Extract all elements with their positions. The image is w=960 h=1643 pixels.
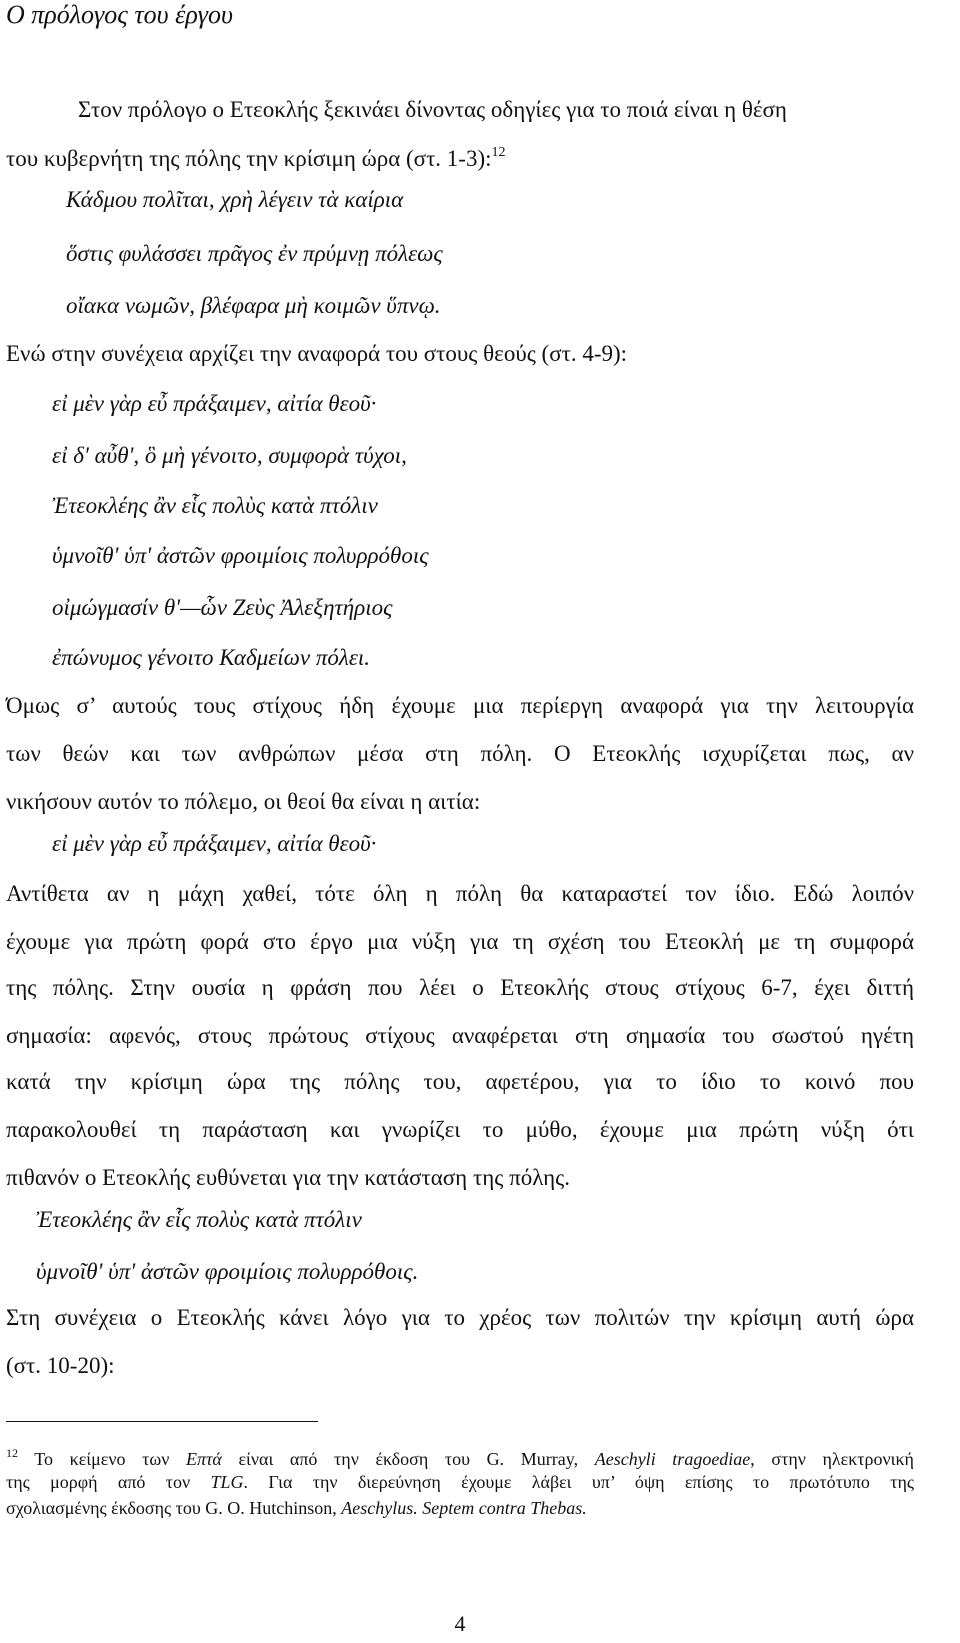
- paragraph-1-line-2: [6, 146, 506, 170]
- footnote-line-2: [6, 1473, 914, 1491]
- paragraph-3-line-3: νικήσουν αυτόν το πόλεμο, οι θεοί θα είναι η αιτία:: [6, 789, 481, 814]
- quote-2-line-4: ὑμνοῖθ' ὑπ' ἀστῶν φροιμίοις πολυρρόθοις: [52, 543, 429, 568]
- paragraph-5-line-1: Στη συνέχεια ο Ετεοκλής κάνει λόγο για το χρέος των πολιτών την κρίσιμη αυτή ώρα: [6, 1305, 914, 1330]
- paragraph-1-line-1: Στον πρόλογο ο Ετεοκλής ξεκινάει δίνοντας οδηγίες για το ποιά είναι η θέση: [78, 97, 787, 122]
- quote-4-line-1: Ἐτεοκλέης ἂν εἷς πολὺς κατὰ πτόλιν: [36, 1207, 362, 1232]
- paragraph-4-line-4: σημασία: αφενός, στους πρώτους στίχους αναφέρεται στη σημασία του σωστού ηγέτη: [6, 1023, 914, 1048]
- footnote-text: . Για την διερεύνηση έχουμε λάβει υπ’ όψη επίσης το πρωτότυπο της: [243, 1472, 914, 1492]
- footnote-text: της μορφή από τον: [6, 1472, 211, 1492]
- footnote-number: 12: [6, 1446, 18, 1460]
- paragraph-1-line-2-text: του κυβερνήτη της πόλης την κρίσιμη ώρα (στ. 1-3):: [6, 146, 492, 171]
- footnote-text: είναι από την έκδοση του G. Murray,: [221, 1449, 595, 1469]
- quote-2-line-1: εἰ μὲν γὰρ εὖ πράξαιμεν, αἰτία θεοῦ·: [52, 391, 377, 416]
- paragraph-4-line-1: Αντίθετα αν η μάχη χαθεί, τότε όλη η πόλη θα καταραστεί τον ίδιο. Εδώ λοιπόν: [6, 881, 914, 906]
- footnote-reference[interactable]: 12: [491, 145, 506, 160]
- paragraph-2: Ενώ στην συνέχεια αρχίζει την αναφορά του στους θεούς (στ. 4-9):: [6, 341, 628, 366]
- quote-2-line-3: Ἐτεοκλέης ἂν εἷς πολὺς κατὰ πτόλιν: [52, 493, 378, 518]
- quote-1-line-2: ὅστις φυλάσσει πρᾶγος ἐν πρύμνῃ πόλεως: [66, 241, 443, 266]
- paragraph-4-line-7: πιθανόν ο Ετεοκλής ευθύνεται για την κατάσταση της πόλης.: [6, 1165, 571, 1190]
- paragraph-3-line-2: των θεών και των ανθρώπων μέσα στη πόλη. Ο Ετεοκλής ισχυρίζεται πως, αν: [6, 741, 914, 766]
- paragraph-5-line-2: (στ. 10-20):: [6, 1353, 115, 1378]
- quote-2-line-6: ἐπώνυμος γένοιτο Καδμείων πόλει.: [52, 645, 371, 670]
- footnote-text: , στην ηλεκτρονική: [750, 1449, 914, 1469]
- footnote-title-tlg: TLG: [210, 1472, 244, 1492]
- paragraph-4-line-2: έχουμε για πρώτη φορά στο έργο μια νύξη για τη σχέση του Ετεοκλή με τη συμφορά: [6, 929, 914, 954]
- quote-4-line-2: ὑμνοῖθ' ὑπ' ἀστῶν φροιμίοις πολυρρόθοις.: [36, 1259, 419, 1284]
- footnote-title-epta: Επτά: [185, 1449, 222, 1469]
- footnote-line-3: [6, 1499, 587, 1517]
- footnote-title-septem: Aeschylus. Septem contra Thebas.: [341, 1498, 587, 1518]
- footnote-text: σχολιασμένης έκδοσης του G. O. Hutchinson,: [6, 1498, 342, 1518]
- footnote-separator: [6, 1421, 318, 1422]
- paragraph-4-line-3: της πόλης. Στην ουσία η φράση που λέει ο Ετεοκλής στους στίχους 6-7, έχει διττή: [6, 975, 914, 1000]
- quote-2-line-5: οἰμώγμασίν θ'—ὧν Ζεὺς Ἀλεξητήριος: [52, 595, 393, 620]
- page-number: 4: [454, 1611, 466, 1636]
- quote-3: εἰ μὲν γὰρ εὖ πράξαιμεν, αἰτία θεοῦ·: [52, 831, 377, 856]
- quote-1-line-1: Κάδμου πολῖται, χρὴ λέγειν τὰ καίρια: [66, 187, 404, 212]
- quote-1-line-3: οἴακα νωμῶν, βλέφαρα μὴ κοιμῶν ὕπνῳ.: [66, 293, 441, 318]
- section-heading: Ο πρόλογος του έργου: [6, 0, 233, 29]
- footnote-text: Το κείμενο των: [34, 1449, 186, 1469]
- quote-2-line-2: εἰ δ' αὖθ', ὃ μὴ γένοιτο, συμφορὰ τύχοι,: [52, 443, 407, 468]
- paragraph-4-line-6: παρακολουθεί τη παράσταση και γνωρίζει το μύθο, έχουμε μια πρώτη νύξη ότι: [6, 1117, 914, 1142]
- paragraph-3-line-1: Όμως σ’ αυτούς τους στίχους ήδη έχουμε μια περίεργη αναφορά για την λειτουργία: [6, 693, 914, 718]
- footnote-title-aeschyli: Aeschyli tragoediae: [594, 1449, 751, 1469]
- footnote-line-1: [6, 1447, 914, 1468]
- paragraph-4-line-5: κατά την κρίσιμη ώρα της πόλης του, αφετέρου, για το ίδιο το κοινό που: [6, 1069, 914, 1094]
